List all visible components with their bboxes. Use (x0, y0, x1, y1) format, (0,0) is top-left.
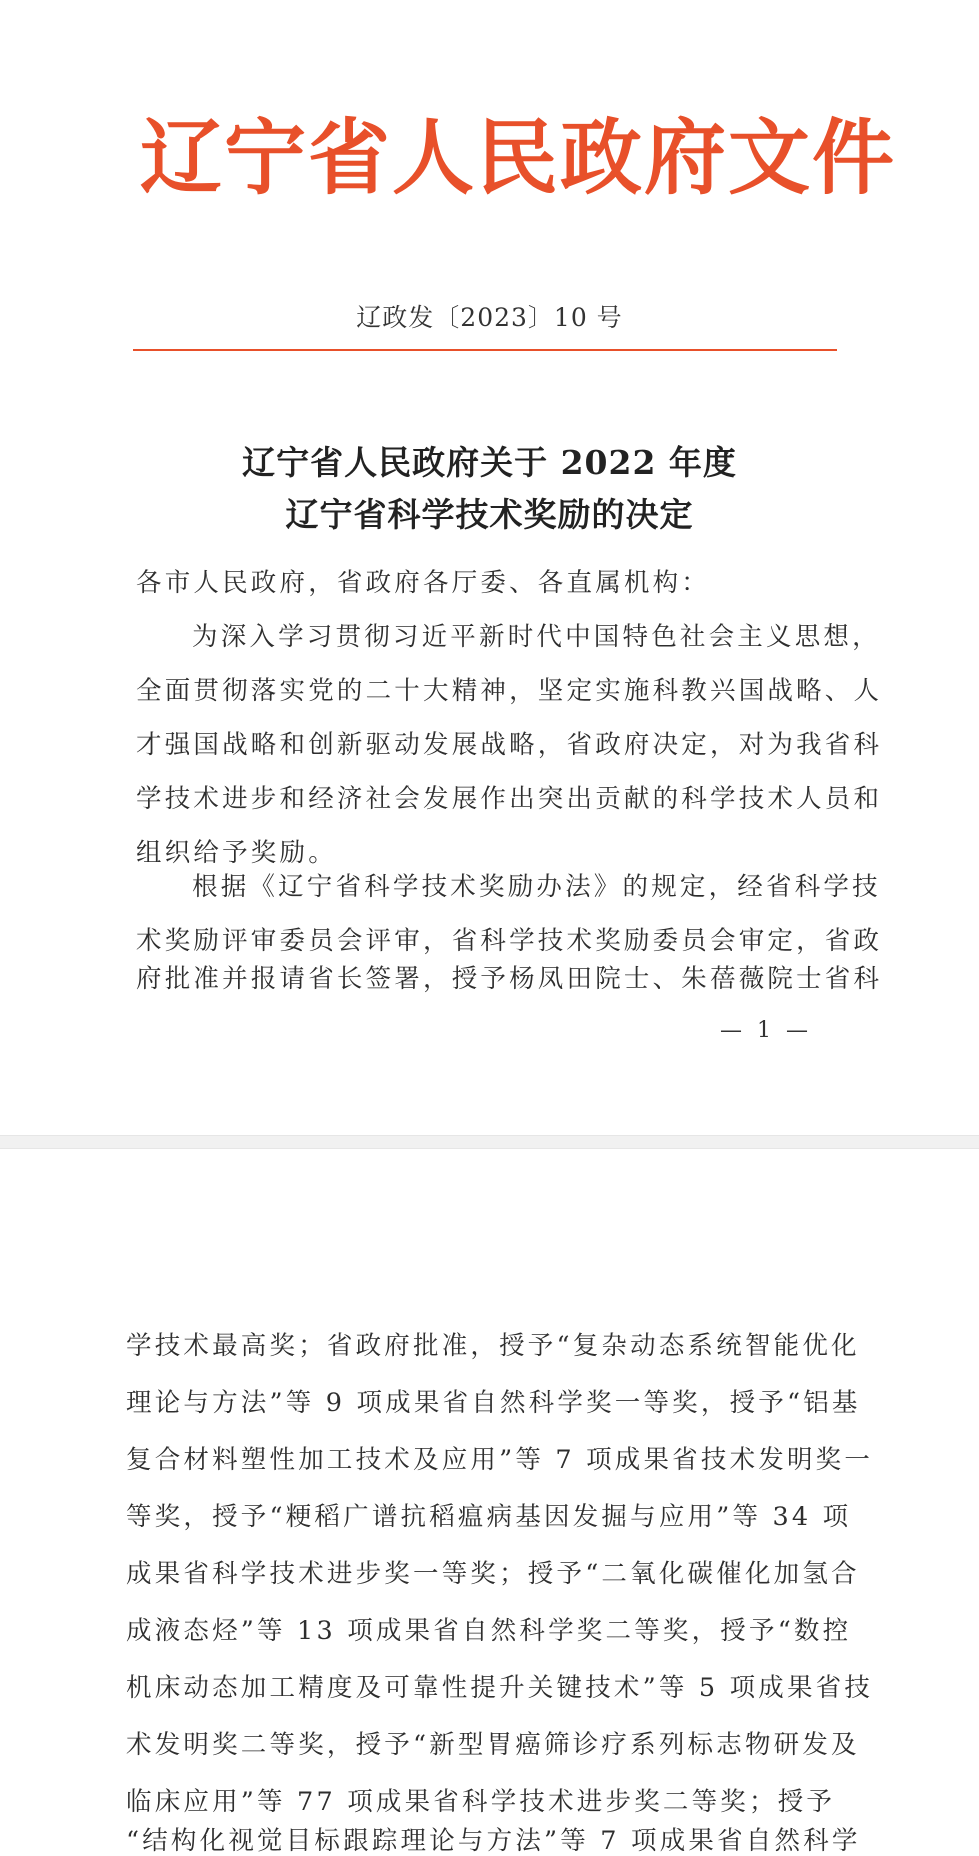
document-title-line-2: 辽宁省科学技术奖励的决定 (285, 495, 694, 534)
red-divider-line (133, 349, 837, 351)
body-line: 临床应用”等 77 项成果省科学技术进步奖二等奖；授予 (126, 1787, 836, 1817)
salutation-line: 各市人民政府，省政府各厅委、各直属机构： (136, 568, 711, 598)
document-number: 辽政发〔2023〕10 号 (356, 303, 623, 332)
body-line: 等奖，授予“粳稻广谱抗稻瘟病基因发掘与应用”等 34 项 (126, 1502, 852, 1532)
body-line: 学技术最高奖；省政府批准，授予“复杂动态系统智能优化 (126, 1331, 860, 1361)
body-line: 为深入学习贯彻习近平新时代中国特色社会主义思想， (192, 622, 881, 652)
body-line: 学技术进步和经济社会发展作出突出贡献的科学技术人员和 (136, 784, 883, 814)
body-line: 成果省科学技术进步奖一等奖；授予“二氧化碳催化加氢合 (126, 1559, 860, 1589)
body-line: 根据《辽宁省科学技术奖励办法》的规定，经省科学技 (192, 872, 881, 902)
body-line: 术奖励评审委员会评审，省科学技术奖励委员会审定，省政 (136, 926, 883, 956)
page-number: — 1 — (720, 1018, 812, 1043)
body-line: 府批准并报请省长签署，授予杨凤田院士、朱蓓薇院士省科 (136, 964, 883, 994)
body-line: 组织给予奖励。 (136, 838, 337, 868)
body-line: 全面贯彻落实党的二十大精神，坚定实施科教兴国战略、人 (136, 676, 883, 706)
body-line: 理论与方法”等 9 项成果省自然科学奖一等奖，授予“铝基 (126, 1388, 861, 1418)
document-red-header: 辽宁省人民政府文件 (140, 111, 897, 206)
document-title-line-1: 辽宁省人民政府关于 2022 年度 (242, 443, 737, 482)
body-line: 才强国战略和创新驱动发展战略，省政府决定，对为我省科 (136, 730, 883, 760)
body-line: 复合材料塑性加工技术及应用”等 7 项成果省技术发明奖一 (126, 1445, 874, 1475)
body-line: 机床动态加工精度及可靠性提升关键技术”等 5 项成果省技 (126, 1673, 874, 1703)
body-line: 成液态烃”等 13 项成果省自然科学奖二等奖，授予“数控 (126, 1616, 852, 1646)
body-line: 术发明奖二等奖，授予“新型胃癌筛诊疗系列标志物研发及 (126, 1730, 860, 1760)
body-line: “结构化视觉目标跟踪理论与方法”等 7 项成果省自然科学 (126, 1826, 861, 1856)
page-separator (0, 1135, 979, 1149)
document-page-2 (0, 1149, 979, 1855)
